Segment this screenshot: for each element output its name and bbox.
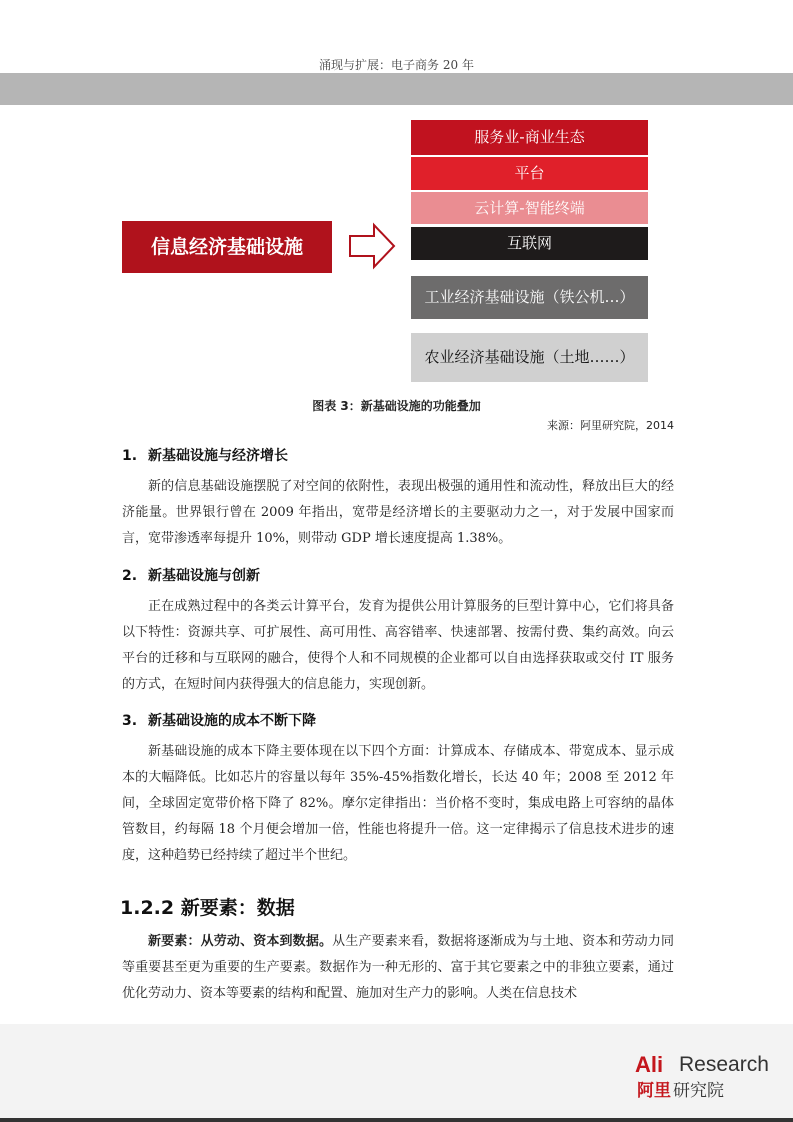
subsection-heading: 1.2.2 新要素：数据	[120, 897, 295, 919]
figure-source: 来源：阿里研究院，2014	[547, 419, 674, 432]
section-paragraph: 正在成熟过程中的各类云计算平台，发育为提供公用计算服务的巨型计算中心，它们将具备以下特性：资源共享、可扩展性、高可用性、高容错率、快速部署、按需付费、集约高效。向云平台的迁移和与互联网的融合，使得个人和不同规模的企业都可以自由选择获取或交付 IT 服务的方式，在短时间内获得强大的信息能力，实现创新。	[122, 599, 674, 692]
figure-caption: 图表 3：新基础设施的功能叠加	[312, 399, 481, 413]
stack-label: 互联网	[506, 234, 552, 252]
logo-cn-text: 研究院	[673, 1081, 724, 1101]
subsection-paragraph	[122, 929, 674, 1007]
footer-rule	[0, 1118, 793, 1122]
section-title: 新基础设施的成本不断下降	[148, 713, 316, 729]
stack-layer-industrial	[411, 276, 648, 319]
logo-research-text: Research	[679, 1053, 769, 1076]
stack-label: 平台	[514, 164, 545, 182]
stack-layer-service	[411, 120, 648, 155]
logo-ali-text: Ali	[635, 1052, 664, 1077]
running-header: 涌现与扩展：电子商务 20 年	[319, 58, 474, 72]
stack-label: 云计算-智能终端	[474, 199, 585, 217]
section-number: 1.	[122, 448, 138, 464]
section-number: 2.	[122, 568, 138, 584]
section-title: 新基础设施与创新	[148, 568, 260, 584]
header-bar	[0, 73, 793, 105]
section-heading	[122, 445, 288, 465]
stack-label: 服务业-商业生态	[474, 128, 585, 146]
section-heading	[122, 710, 316, 730]
stack-layer-internet	[411, 227, 648, 260]
stack-label: 农业经济基础设施（土地……）	[424, 348, 635, 366]
paragraph-lead: 新要素：从劳动、资本到数据。	[148, 934, 333, 949]
stack-layer-platform	[411, 157, 648, 190]
right-arrow-icon	[348, 222, 396, 270]
section-number: 3.	[122, 713, 138, 729]
section-paragraph: 新的信息基础设施摆脱了对空间的依附性，表现出极强的通用性和流动性，释放出巨大的经济能量。世界银行曾在 2009 年指出，宽带是经济增长的主要驱动力之一，对于发展中国家而言，宽带渗透率每提升 10%，则带动 GDP 增长速度提高 1.38%。	[122, 479, 674, 546]
aliresearch-logo	[635, 1052, 775, 1101]
stack-layer-agricultural	[411, 333, 648, 382]
logo-cn-text: 阿里	[637, 1081, 671, 1101]
stack-layer-cloud	[411, 192, 648, 224]
stack-label: 工业经济基础设施（铁公机…）	[424, 288, 635, 306]
section-title: 新基础设施与经济增长	[148, 448, 288, 464]
info-economy-box: 信息经济基础设施	[122, 221, 332, 273]
section-paragraph: 新基础设施的成本下降主要体现在以下四个方面：计算成本、存储成本、带宽成本、显示成本的大幅降低。比如芯片的容量以每年 35%-45%指数化增长，长达 40 年；2008 至 2012 年间，全球固定宽带价格下降了 82%。摩尔定律指出：当价格不变时，集成电路上可容纳的晶体管数目，约每隔 18 个月便会增加一倍，性能也将提升一倍。这一定律揭示了信息技术进步的速度，这种趋势已经持续了超过半个世纪。	[122, 744, 674, 863]
section-heading	[122, 565, 260, 585]
paragraph-body: 从生产要素来看，数据将逐渐成为与土地、资本和劳动力同等重要甚至更为重要的生产要素。数据作为一种无形的、富于其它要素之中的非独立要素，通过优化劳动力、资本等要素的结构和配置、施加对生产力的影响。人类在信息技术	[122, 934, 674, 1001]
